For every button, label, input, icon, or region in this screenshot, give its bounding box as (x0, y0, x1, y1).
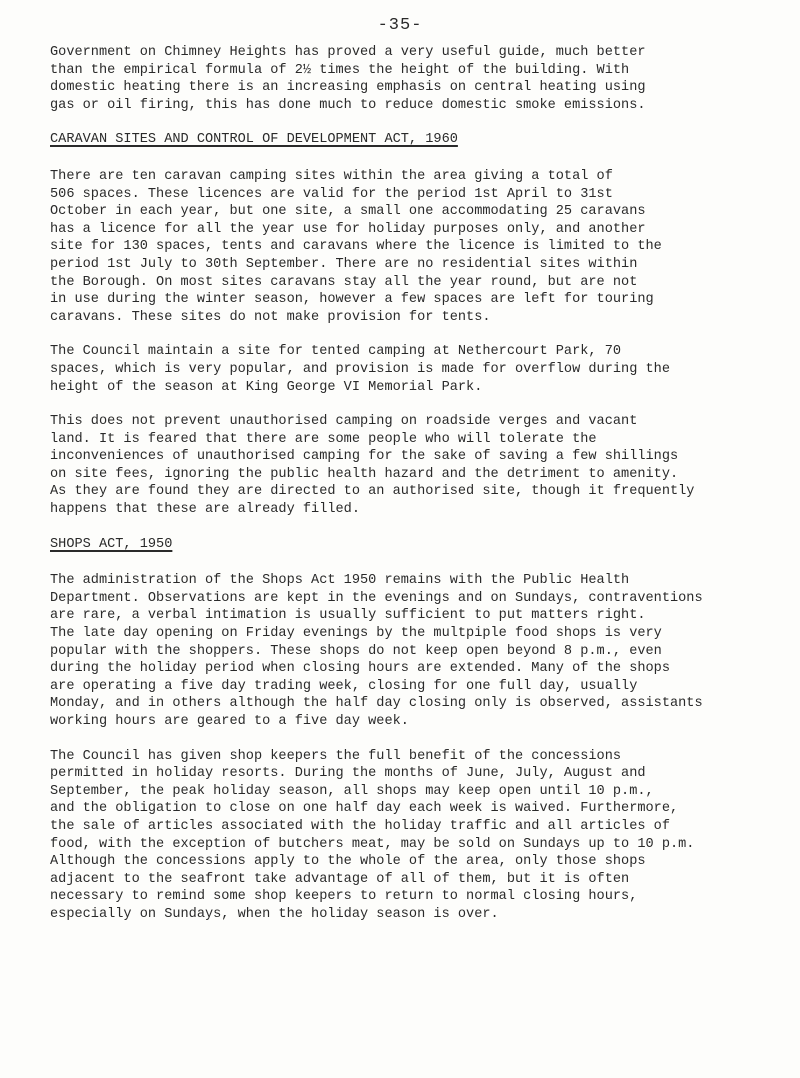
paragraph (50, 572, 772, 730)
paragraph (50, 413, 772, 519)
page-number: -35- (377, 16, 423, 35)
text-line: are operating a five day trading week, closing for one full day, usually (50, 678, 638, 694)
text-line: caravans. These sites do not make provision for tents. (50, 309, 491, 325)
text-line: permitted in holiday resorts. During the months of June, July, August and (50, 766, 646, 782)
text-line: As they are found they are directed to an authorised site, though it frequently (50, 484, 695, 500)
text-line: than the empirical formula of 2½ times the height of the building. With (50, 62, 630, 78)
section-heading: SHOPS ACT, 1950 (50, 536, 173, 552)
text-line: the sale of articles associated with the holiday traffic and all articles of (50, 818, 670, 834)
paragraph (50, 343, 772, 396)
section-chimney-heights (50, 44, 772, 114)
text-line: on site fees, ignoring the public health hazard and the detriment to amenity. (50, 466, 679, 482)
text-line: The Council has given shop keepers the full benefit of the concessions (50, 748, 622, 764)
paragraph (50, 44, 772, 114)
text-line: popular with the shoppers. These shops do not keep open beyond 8 p.m., even (50, 643, 662, 659)
text-line: domestic heating there is an increasing emphasis on central heating using (50, 80, 646, 96)
text-line: The Council maintain a site for tented camping at Nethercourt Park, 70 (50, 344, 622, 360)
text-line: and the obligation to close on one half day each week is waived. Furthermore, (50, 801, 679, 817)
text-line: 506 spaces. These licences are valid for the period 1st April to 31st (50, 186, 613, 202)
text-line: The administration of the Shops Act 1950 remains with the Public Health (50, 573, 630, 589)
text-line: necessary to remind some shop keepers to return to normal closing hours, (50, 889, 638, 905)
paragraph (50, 748, 772, 924)
text-line: October in each year, but one site, a small one accommodating 25 caravans (50, 204, 646, 220)
section-heading: CARAVAN SITES AND CONTROL OF DEVELOPMENT ACT, 1960 (50, 132, 458, 148)
text-line: inconveniences of unauthorised camping for the sake of saving a few shillings (50, 449, 679, 465)
body-text (50, 44, 772, 941)
text-line: This does not prevent unauthorised camping on roadside verges and vacant (50, 414, 638, 430)
text-line: site for 130 spaces, tents and caravans where the licence is limited to the (50, 239, 662, 255)
text-line: period 1st July to 30th September. There are no residential sites within (50, 256, 638, 272)
text-line: Monday, and in others although the half day closing only is observed, assistants (50, 696, 703, 712)
text-line: happens that these are already filled. (50, 502, 360, 518)
text-line: Although the concessions apply to the whole of the area, only those shops (50, 854, 646, 870)
text-line: Government on Chimney Heights has proved a very useful guide, much better (50, 45, 646, 60)
text-line: land. It is feared that there are some people who will tolerate the (50, 431, 597, 447)
text-line: spaces, which is very popular, and provision is made for overflow during the (50, 361, 670, 377)
text-line: There are ten caravan camping sites within the area giving a total of (50, 168, 613, 184)
text-line: Department. Observations are kept in the evenings and on Sundays, contraventions (50, 590, 703, 606)
section-shops-act (50, 536, 772, 924)
section-caravan-sites (50, 131, 772, 518)
text-line: height of the season at King George VI Memorial Park. (50, 379, 483, 395)
text-line: working hours are geared to a five day week. (50, 714, 409, 729)
text-line: adjacent to the seafront take advantage of all of them, but it is often (50, 871, 630, 887)
text-line: September, the peak holiday season, all shops may keep open until 10 p.m., (50, 783, 654, 799)
text-line: food, with the exception of butchers meat, may be sold on Sundays up to 10 p.m. (50, 836, 695, 852)
text-line: during the holiday period when closing hours are extended. Many of the shops (50, 661, 670, 677)
text-line: has a licence for all the year use for holiday purposes only, and another (50, 221, 646, 237)
text-line: The late day opening on Friday evenings by the multpiple food shops is very (50, 626, 662, 642)
paragraph (50, 168, 772, 326)
text-line: the Borough. On most sites caravans stay all the year round, but are not (50, 274, 638, 290)
text-line: in use during the winter season, however a few spaces are left for touring (50, 292, 654, 308)
text-line: gas or oil firing, this has done much to reduce domestic smoke emissions. (50, 97, 646, 113)
text-line: are rare, a verbal intimation is usually sufficient to put matters right. (50, 608, 646, 624)
text-line: especially on Sundays, when the holiday season is over. (50, 906, 499, 922)
